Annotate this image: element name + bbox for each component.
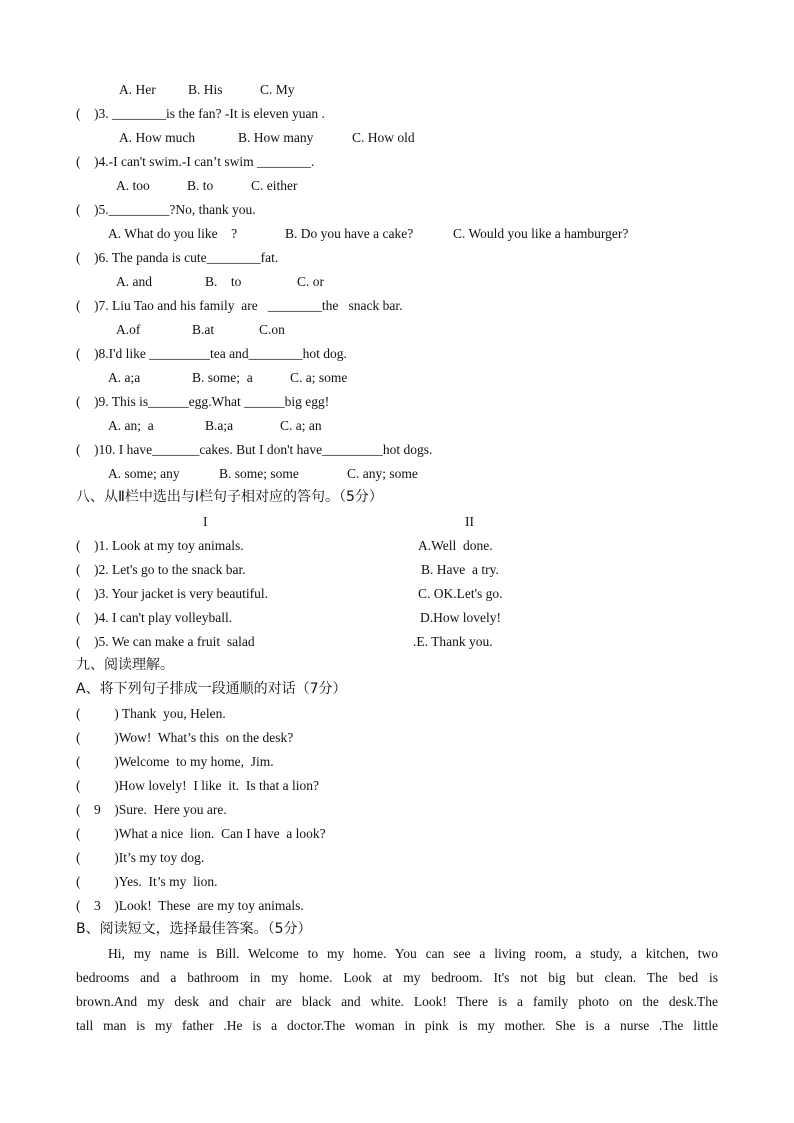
dialogue-line: ( ) Thank you, Helen.: [76, 706, 226, 721]
dialogue-line: ( )Yes. It’s my lion.: [76, 874, 218, 889]
q8-option-b: B. some; a: [192, 370, 253, 385]
q6-option-b: B. to: [205, 274, 242, 289]
q9-stem: ( )9. This is______egg.What ______big egg!: [76, 394, 330, 409]
q6-option-a: A. and: [116, 274, 152, 289]
section8-row1-left: ( )1. Look at my toy animals.: [76, 538, 244, 553]
dialogue-line: ( )It’s my toy dog.: [76, 850, 205, 865]
section8-row5-right: .E. Thank you.: [413, 634, 493, 649]
q6-option-c: C. or: [297, 274, 324, 289]
section9-title: 九、阅读理解。: [76, 657, 174, 673]
section8-row3-left: ( )3. Your jacket is very beautiful.: [76, 586, 268, 601]
q5-option-a: A. What do you like ?: [108, 226, 238, 241]
section8-col1-header: I: [203, 514, 208, 529]
q5-stem: ( )5._________?No, thank you.: [76, 202, 256, 217]
section8-row3-right: C. OK.Let's go.: [418, 586, 503, 601]
q8-stem: ( )8.I'd like _________tea and________hot dog.: [76, 346, 347, 361]
q3-option-b: B. How many: [238, 130, 314, 145]
section8-row5-left: ( )5. We can make a fruit salad: [76, 634, 255, 649]
passage-line: Hi, my name is Bill. Welcome to my home. You can see a living room, a study, a kitchen, two: [108, 946, 718, 961]
passage-line: brown.And my desk and chair are black and white. Look! There is a family photo on the desk.The: [76, 994, 718, 1009]
q10-option-b: B. some; some: [219, 466, 299, 481]
q10-option-a: A. some; any: [108, 466, 180, 481]
q10-stem: ( )10. I have_______cakes. But I don't have_________hot dogs.: [76, 442, 433, 457]
dialogue-line: ( )Wow! What’s this on the desk?: [76, 730, 294, 745]
passage-line: tall man is my father .He is a doctor.The woman in pink is my mother. She is a nurse .The little: [76, 1018, 718, 1033]
section9-partA-title: A、将下列句子排成一段通顺的对话（7分）: [76, 681, 347, 697]
q3-option-c: C. How old: [352, 130, 415, 145]
q3-option-a: A. How much: [119, 130, 196, 145]
dialogue-line: ( 9 )Sure. Here you are.: [76, 802, 227, 817]
q8-option-c: C. a; some: [290, 370, 348, 385]
dialogue-line: ( )Welcome to my home, Jim.: [76, 754, 274, 769]
dialogue-line: ( )What a nice lion. Can I have a look?: [76, 826, 326, 841]
q8-option-a: A. a;a: [108, 370, 141, 385]
q5-option-c: C. Would you like a hamburger?: [453, 226, 629, 241]
section8-row2-left: ( )2. Let's go to the snack bar.: [76, 562, 246, 577]
q9-option-b: B.a;a: [205, 418, 234, 433]
q4-stem: ( )4.-I can't swim.-I can’t swim ________.: [76, 154, 315, 169]
q6-stem: ( )6. The panda is cute________fat.: [76, 250, 279, 265]
q2-option-c: C. My: [260, 82, 295, 97]
q5-option-b: B. Do you have a cake?: [285, 226, 414, 241]
dialogue-line: ( )How lovely! I like it. Is that a lion?: [76, 778, 319, 793]
q7-option-a: A.of: [116, 322, 141, 337]
q7-option-b: B.at: [192, 322, 215, 337]
passage-line: bedrooms and a bathroom in my home. Look at my bedroom. It's not big but clean. The bed is: [76, 970, 718, 985]
section8-row4-right: D.How lovely!: [420, 610, 501, 625]
q4-option-c: C. either: [251, 178, 298, 193]
q4-option-b: B. to: [187, 178, 214, 193]
section8-row4-left: ( )4. I can't play volleyball.: [76, 610, 233, 625]
q2-option-a: A. Her: [119, 82, 156, 97]
section8-col2-header: II: [465, 514, 474, 529]
reading-passage: [76, 942, 718, 1038]
q2-option-b: B. His: [188, 82, 223, 97]
dialogue-line: ( 3 )Look! These are my toy animals.: [76, 898, 304, 913]
q10-option-c: C. any; some: [347, 466, 418, 481]
section8-row1-right: A.Well done.: [418, 538, 493, 553]
q3-stem: ( )3. ________is the fan? -It is eleven yuan .: [76, 106, 325, 121]
q9-option-a: A. an; a: [108, 418, 154, 433]
section8-row2-right: B. Have a try.: [421, 562, 499, 577]
q4-option-a: A. too: [116, 178, 150, 193]
section8-title: 八、从Ⅱ栏中选出与Ⅰ栏句子相对应的答句。（5分）: [76, 489, 383, 505]
q7-option-c: C.on: [259, 322, 285, 337]
q9-option-c: C. a; an: [280, 418, 322, 433]
q7-stem: ( )7. Liu Tao and his family are ________the snack bar.: [76, 298, 403, 313]
section9-partB-title: B、阅读短文，选择最佳答案。（5分）: [76, 921, 312, 937]
